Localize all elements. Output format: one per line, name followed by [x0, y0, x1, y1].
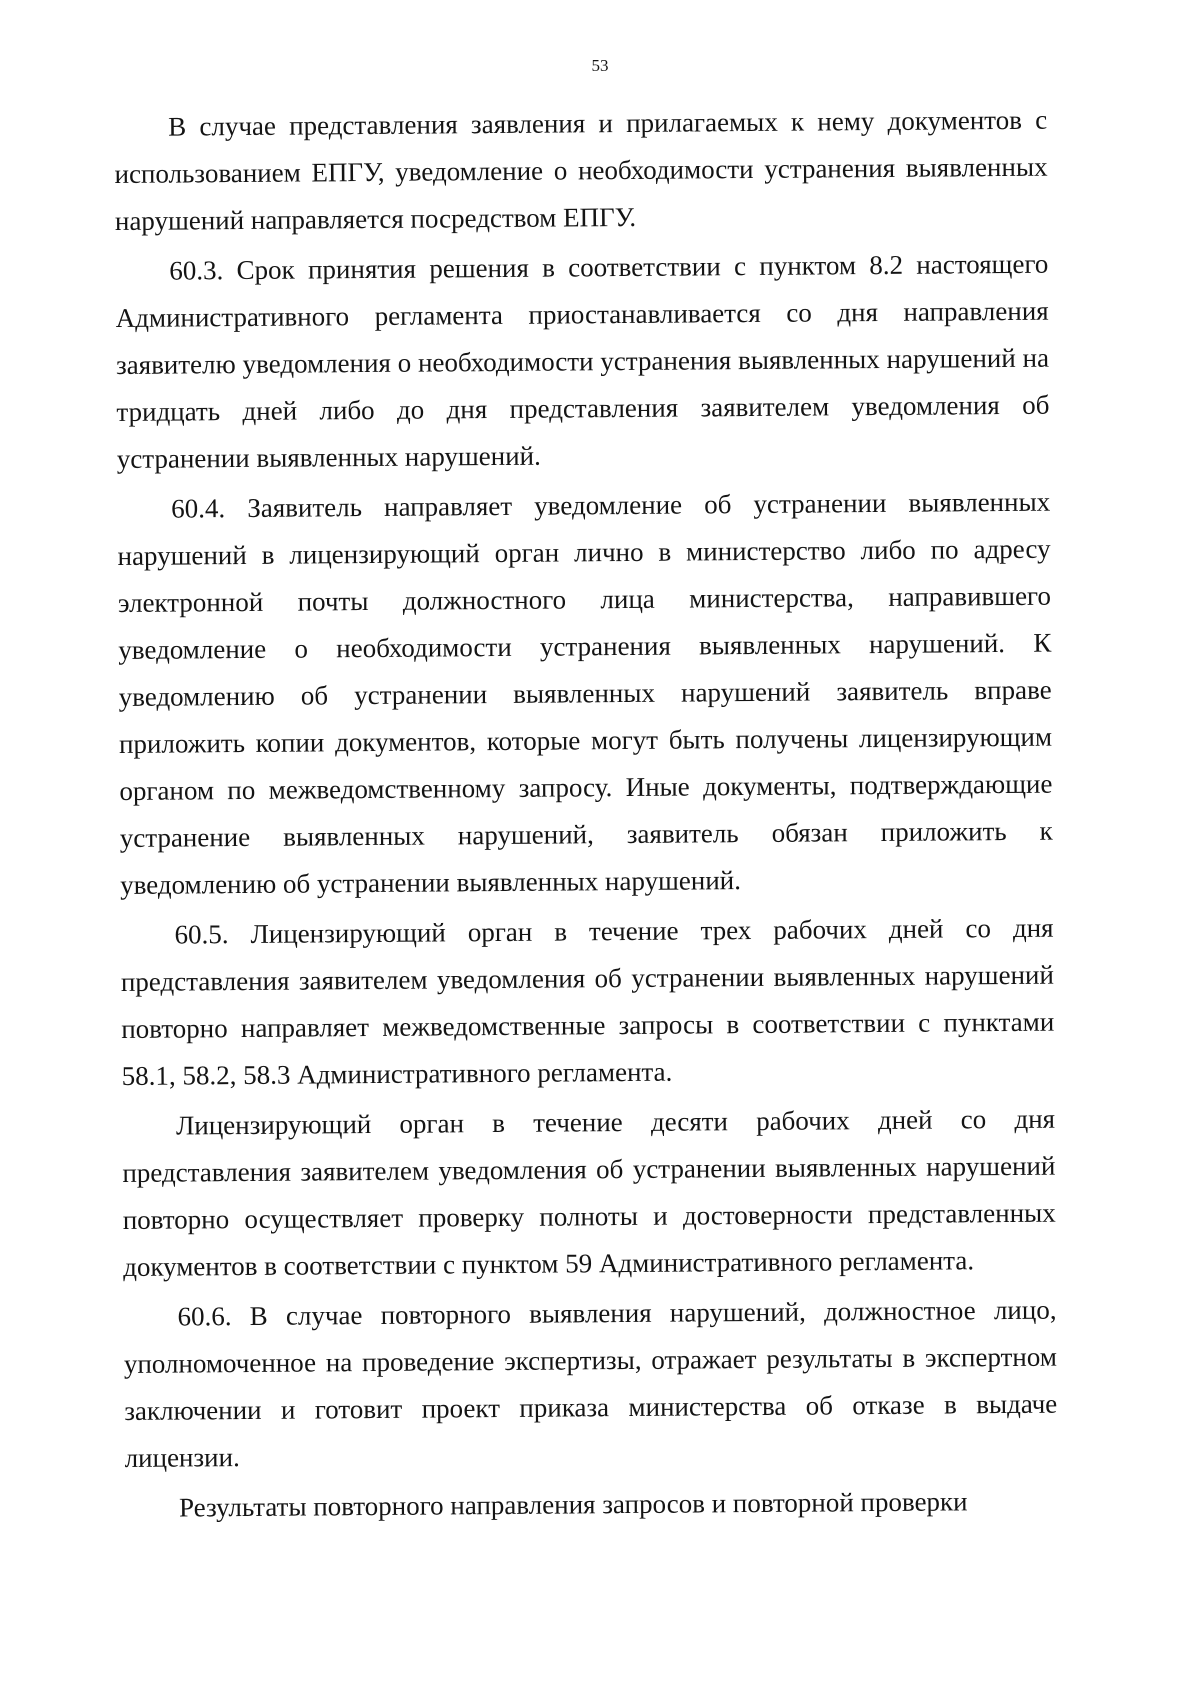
paragraph-60-5: 60.5. Лицензирующий орган в течение трех рабочих дней со дня представления заявителем уведомления об устранении выявленных нарушений повторно направляет межведомственные запросы в соответствии с пунктами 58.1, 58.2, 58.3 Административного регламента. — [120, 912, 1055, 1091]
document-body — [114, 97, 1058, 1532]
paragraph-60-4: 60.4. Заявитель направляет уведомление об устранении выявленных нарушений в лицензирующий орган лично в министерство либо по адресу электронной почты должностного лица министерства, направившего уведомление о необходимости устранения выявленных нарушений. К уведомлению об устранении выявленных нарушений заявитель вправе приложить копии документов, которые могут быть получены лицензирующим органом по межведомственному запросу. Иные документы, подтверждающие устранение выявленных нарушений, заявитель обязан приложить к уведомлению об устранении выявленных нарушений. — [117, 486, 1053, 900]
paragraph-60-6: 60.6. В случае повторного выявления нарушений, должностное лицо, уполномоченное на проведение экспертизы, отражает результаты в экспертном заключении и готовит проект приказа министерства об отказе в выдаче лицензии. — [123, 1294, 1058, 1473]
paragraph-verification: Лицензирующий орган в течение десяти рабочих дней со дня представления заявителем уведомления об устранении выявленных нарушений повторно осуществляет проверку полноты и достоверности представленных документов в соответствии с пунктом 59 Административного регламента. — [122, 1103, 1056, 1282]
paragraph-epgu-notification: В случае представления заявления и прилагаемых к нему документов с использованием ЕПГУ, уведомление о необходимости устранения выявленных нарушений направляется посредством ЕПГУ. — [114, 104, 1048, 236]
page-number: 53 — [591, 56, 609, 75]
paragraph-results: Результаты повторного направления запросов и повторной проверки — [178, 1486, 968, 1523]
paragraph-60-3: 60.3. Срок принятия решения в соответствии с пунктом 8.2 настоящего Административного регламента приостанавливается со дня направления заявителю уведомления о необходимости устранения выявленных нарушений на тридцать дней либо до дня представления заявителем уведомления об устранении выявленных нарушений. — [115, 248, 1050, 474]
